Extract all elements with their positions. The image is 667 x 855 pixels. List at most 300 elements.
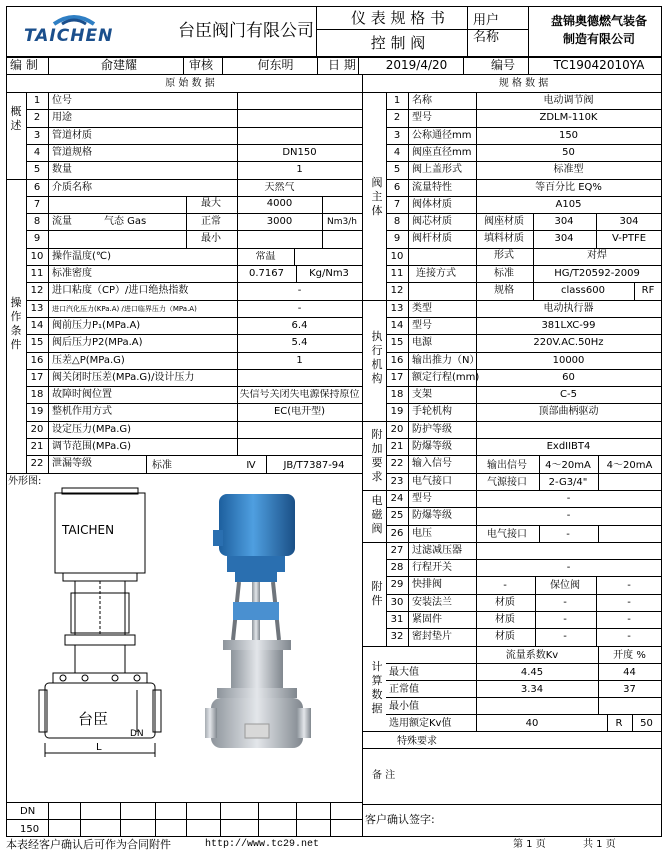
left-row-value: 1 — [296, 355, 303, 366]
grid-line — [386, 282, 661, 283]
grid-line — [294, 248, 295, 265]
calc-sel-kv: 40 — [525, 718, 539, 729]
right-row-label: 阀杆材质 — [412, 233, 452, 244]
grid-line — [386, 230, 661, 231]
right-row-label: 电压 — [412, 528, 432, 539]
right-row-label: 输出推力（N） — [412, 355, 480, 366]
right-row-number: 7 — [393, 199, 401, 210]
grid-line — [26, 352, 362, 353]
right-row-value: 60 — [562, 372, 575, 383]
right-row-label: 防护等级 — [412, 424, 452, 435]
right-row-label: 阀座直径mm — [412, 147, 472, 158]
grid-line — [6, 473, 362, 474]
right-row-value: ExdIIBT4 — [546, 441, 591, 452]
grid-line — [386, 127, 661, 128]
footer-url[interactable]: http://www.tc29.net — [205, 839, 320, 850]
grid-line — [237, 127, 238, 144]
flow-state: 气态 Gas — [104, 216, 147, 227]
left-row-value: 常温 — [255, 251, 276, 262]
grid-line — [6, 802, 362, 803]
left-row-number: 2 — [33, 112, 41, 123]
calc-max-label: 最大值 — [389, 667, 419, 678]
code-value: TC19042010YA — [553, 58, 645, 72]
logo-text: TAICHEN — [24, 26, 114, 46]
left-row-label: 数量 — [52, 164, 72, 175]
left-row-number: 21 — [30, 441, 44, 452]
calc-min-label: 最小值 — [389, 701, 419, 712]
right-row-number: 20 — [390, 424, 404, 435]
left-row-label: 管道规格 — [52, 147, 92, 158]
right-row-number: 24 — [390, 493, 404, 504]
grid-line — [26, 109, 362, 110]
right-row-number: 26 — [390, 528, 404, 539]
left-row-value: 6.4 — [291, 320, 308, 331]
grid-line — [26, 438, 362, 439]
right-row-label: 支架 — [412, 389, 432, 400]
grid-line — [386, 161, 661, 162]
grid-line — [362, 646, 661, 647]
calc-r-value: 50 — [640, 718, 653, 729]
grid-line — [362, 421, 661, 422]
right-row-value: 381LXC-99 — [541, 320, 596, 331]
grid-line — [386, 438, 661, 439]
pack-value: V-PTFE — [611, 233, 647, 244]
grid-line — [6, 819, 362, 820]
grid-line — [386, 594, 661, 595]
left-row-number: 8 — [33, 216, 41, 227]
right-row-number: 21 — [390, 441, 404, 452]
grid-line — [26, 144, 362, 145]
grid-line — [386, 628, 661, 629]
leak-grade: Ⅳ — [246, 460, 256, 471]
accessory-dash: - — [563, 597, 567, 608]
flow-normal-label: 正常 — [201, 216, 221, 227]
right-row-value: - — [566, 510, 571, 521]
right-row-label: 型号 — [412, 493, 432, 504]
group-calc: 计算数据 — [371, 660, 383, 715]
right-row-number: 6 — [393, 182, 401, 193]
accessory-dash: - — [563, 631, 567, 642]
left-row-value: 失信号关闭失电源保持原位 — [239, 389, 360, 400]
grid-line — [48, 92, 49, 473]
grid-line — [362, 300, 661, 301]
right-row-label: 输入信号 — [412, 458, 452, 469]
right-row-label: 快排阀 — [412, 579, 442, 590]
flow-min-label: 最小 — [201, 233, 221, 244]
grid-line — [386, 403, 661, 404]
left-row-label: 进口粘度（CP）/进口绝热指数 — [52, 285, 189, 296]
grid-line — [26, 196, 362, 197]
grid-line — [386, 265, 661, 266]
grid-line — [467, 6, 468, 56]
left-row-number: 16 — [30, 355, 44, 366]
std-label: 标准 — [494, 268, 514, 279]
right-row-label: 密封垫片 — [412, 631, 452, 642]
grid-line — [362, 731, 661, 732]
sol-elec-value: - — [566, 529, 570, 540]
group-overview: 概述 — [10, 105, 22, 132]
group-solenoid: 电磁阀 — [371, 494, 383, 535]
section-original: 原 始 数 据 — [165, 78, 215, 89]
right-row-label: 行程开关 — [412, 562, 452, 573]
quick-exhaust-c: - — [627, 580, 631, 591]
grid-line — [386, 455, 661, 456]
right-row-label: 防爆等级 — [412, 510, 452, 521]
left-row-label: 压差△P(MPa.G) — [52, 355, 125, 366]
grid-line — [362, 804, 661, 805]
grid-line — [120, 802, 121, 836]
left-row-label: 调节范围(MPa.G) — [52, 441, 132, 452]
leak-std: JB/T7387-94 — [283, 460, 345, 471]
group-valve: 阀主体 — [371, 176, 383, 217]
right-row-value: 等百分比 EQ% — [535, 182, 602, 193]
grid-line — [6, 6, 7, 836]
right-row-value: - — [566, 562, 571, 573]
meta-row — [6, 56, 661, 74]
grid-line — [386, 714, 661, 715]
right-row-number: 31 — [390, 614, 404, 625]
left-row-number: 12 — [30, 285, 44, 296]
calc-max-open: 44 — [623, 667, 636, 678]
right-row-label: 阀芯材质 — [412, 216, 452, 227]
grid-line — [6, 74, 662, 75]
open-label: 开度 % — [613, 650, 646, 661]
left-row-number: 13 — [30, 303, 44, 314]
grid-line — [386, 663, 661, 664]
left-row-number: 4 — [33, 147, 41, 158]
left-row-number: 15 — [30, 337, 44, 348]
grid-line — [26, 386, 362, 387]
in-signal-value: 4～20mA — [545, 460, 591, 471]
grid-line — [316, 29, 528, 30]
group-operating: 操作条件 — [10, 296, 22, 351]
left-row-value: 0.7167 — [249, 268, 284, 279]
grid-line — [386, 559, 661, 560]
right-row-number: 16 — [390, 355, 404, 366]
grid-line — [386, 109, 661, 110]
left-row-value: 天然气 — [264, 182, 295, 193]
density-unit: Kg/Nm3 — [309, 268, 349, 279]
grid-line — [386, 473, 661, 474]
quick-exhaust-a: - — [503, 580, 507, 591]
right-row-number: 18 — [390, 389, 404, 400]
remark-label: 备 注 — [372, 770, 396, 781]
left-row-number: 5 — [33, 164, 41, 175]
right-row-label: 类型 — [412, 303, 432, 314]
accessory-dash: - — [627, 597, 631, 608]
calc-max-kv: 4.45 — [520, 667, 544, 678]
quick-exhaust-b: 保位阀 — [550, 580, 580, 591]
left-row-label: 阀关闭时压差(MPa.G)/设计压力 — [52, 372, 195, 383]
right-row-label: 过滤减压器 — [412, 545, 462, 556]
left-row-label: 位号 — [52, 95, 72, 106]
grid-line — [48, 802, 49, 836]
rating-label: 规格 — [494, 285, 514, 296]
right-row-number: 29 — [390, 579, 404, 590]
right-row-number: 28 — [390, 562, 404, 573]
left-row-label: 用途 — [52, 112, 72, 123]
left-row-number: 7 — [33, 199, 41, 210]
right-row-number: 4 — [393, 147, 401, 158]
grid-line — [26, 282, 362, 283]
left-row-value: 1 — [296, 164, 303, 175]
right-row-number: 27 — [390, 545, 404, 556]
footer-note: 本表经客户确认后可作为合同附件 — [6, 838, 171, 851]
right-row-number: 19 — [390, 406, 404, 417]
grid-line — [6, 836, 662, 837]
left-row-number: 18 — [30, 389, 44, 400]
footer-dn-value: 150 — [20, 824, 40, 835]
grid-line — [408, 92, 409, 646]
accessory-dash: - — [627, 631, 631, 642]
flow-max: 4000 — [266, 198, 293, 209]
stem-value: 304 — [554, 233, 574, 244]
left-row-label: 介质名称 — [52, 182, 92, 193]
left-row-label: 管道材质 — [52, 130, 92, 141]
grid-line — [362, 748, 661, 749]
grid-line — [386, 525, 661, 526]
right-row-label: 安装法兰 — [412, 597, 452, 608]
grid-line — [317, 56, 318, 74]
drawing-plate: TAICHEN — [62, 523, 115, 537]
grid-line — [386, 144, 661, 145]
drawing-label: 外形图: — [8, 476, 42, 487]
grid-line — [26, 248, 362, 249]
grid-line — [661, 6, 662, 836]
left-row-label: 故障时阀位置 — [52, 389, 112, 400]
left-row-number: 19 — [30, 406, 44, 417]
grid-line — [26, 265, 362, 266]
right-row-value: 电动执行器 — [543, 303, 594, 314]
right-row-value: 10000 — [552, 355, 585, 366]
face-value: RF — [641, 285, 655, 296]
right-row-label: 电源 — [412, 337, 432, 348]
right-row-number: 23 — [390, 476, 404, 487]
right-row-number: 22 — [390, 458, 404, 469]
grid-line — [237, 438, 238, 455]
accessory-dash: - — [627, 614, 631, 625]
grid-line — [6, 6, 662, 7]
grid-line — [26, 369, 362, 370]
right-row-value: 顶部曲柄驱动 — [538, 406, 599, 417]
seat-label: 阀座材质 — [484, 216, 524, 227]
left-row-number: 14 — [30, 320, 44, 331]
left-row-number: 6 — [33, 182, 41, 193]
right-row-value: - — [566, 493, 571, 504]
grid-line — [26, 127, 362, 128]
std-value: HG/T20592-2009 — [554, 268, 640, 279]
left-row-number: 11 — [30, 268, 44, 279]
grid-line — [26, 421, 362, 422]
left-row-value: - — [297, 285, 302, 296]
right-row-number: 13 — [390, 303, 404, 314]
accessory-dash: - — [563, 614, 567, 625]
grid-line — [155, 802, 156, 836]
grid-line — [26, 317, 362, 318]
right-row-number: 1 — [393, 95, 401, 106]
left-row-label: 阀后压力P2(MPa.A) — [52, 337, 143, 348]
section-spec: 规 格 数 据 — [498, 78, 549, 89]
grid-line — [222, 56, 223, 74]
left-row-number: 20 — [30, 424, 44, 435]
grid-line — [220, 802, 221, 836]
accessory-material-label: 材质 — [495, 614, 515, 625]
right-row-label: 型号 — [412, 112, 432, 123]
right-row-label: 额定行程(mm) — [412, 372, 480, 383]
right-row-label: 阀体材质 — [412, 199, 452, 210]
accessory-material-label: 材质 — [495, 597, 515, 608]
pack-label: 填料材质 — [484, 233, 524, 244]
grid-line — [146, 455, 147, 473]
calc-sel-label: 选用额定Kv值 — [389, 718, 452, 729]
user-label: 用户 名称 — [473, 13, 500, 45]
right-row-number: 12 — [390, 285, 404, 296]
right-row-number: 11 — [390, 268, 404, 279]
right-row-value: ZDLM-110K — [539, 112, 598, 123]
grid-line — [386, 611, 661, 612]
calc-norm-label: 正常值 — [389, 684, 419, 695]
grid-line — [386, 248, 661, 249]
left-row-label: 操作温度(℃) — [52, 251, 112, 262]
right-row-label: 名称 — [412, 95, 432, 106]
grid-line — [296, 802, 297, 836]
right-row-number: 14 — [390, 320, 404, 331]
out-signal-label: 输出信号 — [487, 460, 527, 471]
left-row-number: 10 — [30, 251, 44, 262]
flow-unit: Nm3/h — [327, 217, 357, 227]
core-value: 304 — [554, 216, 574, 227]
grid-line — [237, 92, 238, 127]
drawing-dn-mark: DN — [130, 729, 144, 739]
grid-line — [26, 230, 362, 231]
right-row-value: 标准型 — [553, 164, 584, 175]
left-row-number: 9 — [33, 233, 41, 244]
form-value: 对焊 — [587, 250, 607, 261]
grid-line — [358, 56, 359, 74]
right-row-number: 30 — [390, 597, 404, 608]
left-row-label: 阀前压力P₁(MPa.A) — [52, 320, 141, 331]
right-row-value: 150 — [558, 130, 579, 141]
code-label: 编号 — [490, 58, 515, 72]
grid-line — [183, 56, 184, 74]
drawing-body-mark: 台臣 — [78, 710, 109, 728]
right-row-label: 紧固件 — [412, 614, 442, 625]
doc-title: 仪 表 规 格 书 — [350, 9, 446, 27]
left-row-value: DN150 — [282, 147, 317, 158]
right-row-number: 25 — [390, 510, 404, 521]
grid-line — [386, 576, 661, 577]
right-row-number: 5 — [393, 164, 401, 175]
group-accessory: 附加要求 — [371, 428, 383, 483]
left-row-label: 设定压力(MPa.G) — [52, 424, 132, 435]
left-row-number: 17 — [30, 372, 44, 383]
grid-line — [386, 196, 661, 197]
right-row-number: 32 — [390, 631, 404, 642]
right-row-number: 15 — [390, 337, 404, 348]
left-row-number: 3 — [33, 130, 41, 141]
company-name: 台臣阀门有限公司 — [178, 21, 314, 41]
right-row-value: 220V.AC.50Hz — [533, 337, 604, 348]
grid-line — [26, 213, 362, 214]
form-label: 形式 — [494, 250, 514, 261]
kv-label: 流量系数Kv — [505, 650, 559, 661]
right-row-label: 公称通径mm — [412, 130, 472, 141]
footer-dn-label: DN — [20, 806, 36, 817]
doc-subtitle: 控 制 阀 — [370, 34, 426, 52]
grid-line — [80, 802, 81, 836]
left-row-value: 5.4 — [291, 337, 308, 348]
grid-line — [598, 473, 599, 490]
calc-norm-open: 37 — [623, 684, 636, 695]
right-row-number: 8 — [393, 216, 401, 227]
right-row-number: 10 — [390, 251, 404, 262]
leak-std-label: 标准 — [152, 460, 172, 471]
grid-line — [386, 179, 661, 180]
left-row-value: EC(电开型) — [273, 406, 326, 417]
grid-line — [386, 507, 661, 508]
grid-line — [386, 386, 661, 387]
right-row-number: 3 — [393, 130, 401, 141]
grid-line — [237, 421, 238, 438]
grid-line — [386, 352, 661, 353]
left-row-label: 泄漏等级 — [52, 458, 92, 469]
grid-line — [362, 92, 661, 93]
conn-label: 连接方式 — [416, 268, 456, 279]
left-row-label: 标准密度 — [52, 268, 92, 279]
grid-line — [528, 56, 529, 74]
right-row-label: 流量特性 — [412, 182, 452, 193]
grid-line — [26, 334, 362, 335]
grid-line — [476, 542, 477, 559]
grid-line — [386, 369, 661, 370]
right-row-value: 电动调节阀 — [543, 95, 594, 106]
left-row-label: 进口汽化压力(KPa.A) /进口临界压力（MPa.A) — [52, 305, 197, 313]
grid-line — [463, 56, 464, 74]
out-signal-value: 4～20mA — [606, 460, 653, 471]
date-value: 2019/4/20 — [385, 58, 448, 72]
user-name: 盘锦奥德燃气装备 制造有限公司 — [550, 14, 647, 46]
flow-max-label: 最大 — [201, 198, 221, 209]
grid-line — [48, 56, 49, 74]
group-actuator: 执行机构 — [371, 330, 383, 385]
right-row-number: 9 — [393, 233, 401, 244]
special-requirement: 特殊要求 — [397, 736, 437, 747]
grid-line — [386, 680, 661, 681]
air-port-label: 气源接口 — [487, 477, 527, 488]
accessory-material-label: 材质 — [495, 631, 515, 642]
right-row-number: 17 — [390, 372, 404, 383]
review-label: 审核 — [189, 58, 214, 72]
right-row-value: C-5 — [560, 389, 577, 400]
drawing-l-mark: L — [96, 742, 102, 753]
grid-line — [26, 455, 362, 456]
grid-line — [26, 300, 362, 301]
right-row-label: 型号 — [412, 320, 432, 331]
right-row-label: 手轮机构 — [412, 406, 452, 417]
grid-line — [26, 403, 362, 404]
grid-line — [386, 334, 661, 335]
grid-line — [186, 802, 187, 836]
grid-line — [6, 56, 662, 58]
flow-normal: 3000 — [266, 216, 293, 227]
grid-line — [476, 421, 477, 438]
right-row-value: 50 — [562, 147, 575, 158]
left-row-value: - — [297, 303, 302, 314]
right-row-label: 电气接口 — [412, 476, 452, 487]
left-row-number: 22 — [30, 458, 44, 469]
group-attachment: 附件 — [371, 580, 383, 607]
air-port-value: 2-G3/4" — [548, 477, 588, 488]
